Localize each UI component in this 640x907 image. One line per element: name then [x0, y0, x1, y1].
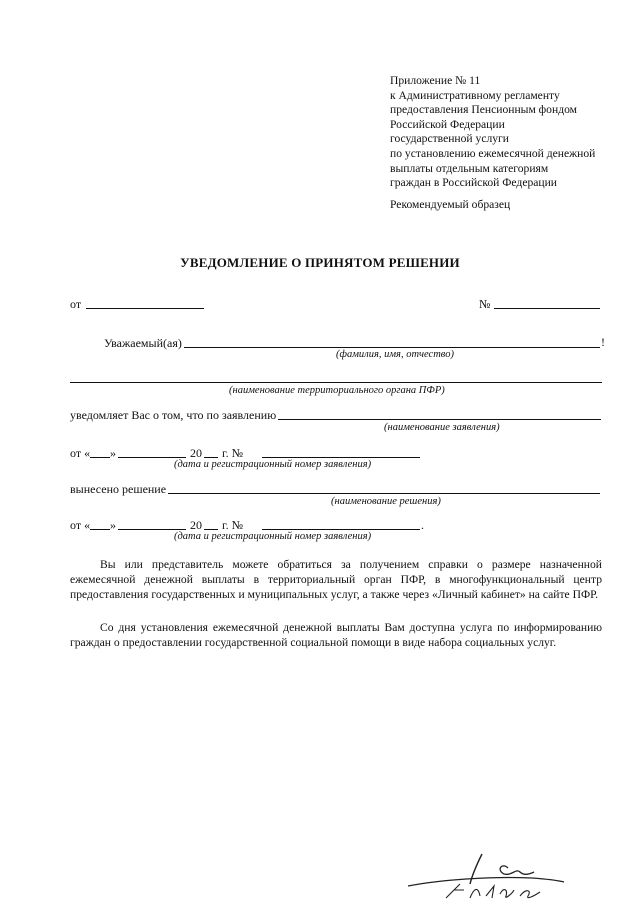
date2-regnum-blank[interactable] [262, 529, 420, 530]
date1-caption: (дата и регистрационный номер заявления) [174, 459, 372, 470]
notify-label: уведомляет Вас о том, что по заявлению [70, 408, 277, 422]
fullname-blank[interactable] [184, 347, 600, 348]
date1-year-blank[interactable] [204, 457, 218, 458]
date2-from-label: от « [70, 518, 91, 532]
date2-day-blank[interactable] [90, 529, 110, 530]
annex-line: государственной услуги [390, 132, 510, 146]
date1-year-prefix: 20 [190, 446, 202, 460]
recommended-sample-label: Рекомендуемый образец [390, 198, 511, 211]
annex-line: по установлению ежемесячной денежной [390, 146, 596, 160]
date2-caption: (дата и регистрационный номер заявления) [174, 531, 372, 542]
date1-month-blank[interactable] [118, 457, 186, 458]
annex-line: граждан в Российской Федерации [390, 176, 558, 190]
organ-blank[interactable] [70, 382, 602, 383]
date2-year-prefix: 20 [190, 518, 202, 532]
info-paragraph-service: Со дня установления ежемесячной денежной выплаты Вам доступна услуга по информированию граждан о предоставлении государственной социальной помощи в виде набора социальных услуг. [70, 621, 602, 649]
signature-mark [400, 850, 570, 902]
from-label: от [70, 297, 82, 311]
annex-line: предоставления Пенсионным фондом [390, 103, 578, 117]
date1-close-quote: » [110, 446, 116, 460]
document-title: УВЕДОМЛЕНИЕ О ПРИНЯТОМ РЕШЕНИИ [180, 255, 460, 270]
decision-caption: (наименование решения) [331, 496, 441, 507]
date-blank[interactable] [86, 308, 204, 309]
date1-from-label: от « [70, 446, 91, 460]
fullname-caption: (фамилия, имя, отчество) [336, 349, 454, 360]
annex-line: Приложение № 11 [390, 74, 481, 87]
date1-day-blank[interactable] [90, 457, 110, 458]
salutation-end-mark: ! [601, 335, 605, 349]
date1-regnum-blank[interactable] [262, 457, 420, 458]
info-paragraph-certificate: Вы или представитель можете обратиться за получением справки о размере назначенной ежемесячной денежной выплаты в территориальный орган ПФР, в многофункциональный центр предоставления государственных и муниципальных услуг, а также через «Личный кабинет» на сайте ПФР. [70, 558, 602, 601]
date2-year-suffix: г. № [222, 518, 244, 532]
date2-end-mark: . [421, 518, 424, 532]
decision-blank[interactable] [168, 493, 600, 494]
date2-year-blank[interactable] [204, 529, 218, 530]
salutation-label: Уважаемый(ая) [104, 336, 182, 350]
number-blank[interactable] [494, 308, 600, 309]
decision-label: вынесено решение [70, 482, 167, 496]
application-name-blank[interactable] [278, 419, 601, 420]
date2-close-quote: » [110, 518, 116, 532]
handwritten-signature [400, 850, 570, 907]
annex-line: к Административному регламенту [390, 88, 560, 102]
date2-month-blank[interactable] [118, 529, 186, 530]
annex-line: выплаты отдельным категориям [390, 161, 549, 175]
number-label: № [479, 297, 491, 311]
application-name-caption: (наименование заявления) [384, 422, 500, 433]
date1-year-suffix: г. № [222, 446, 244, 460]
annex-line: Российской Федерации [390, 117, 505, 131]
annex-block [390, 74, 595, 191]
organ-caption: (наименование территориального органа ПФР) [229, 385, 445, 396]
